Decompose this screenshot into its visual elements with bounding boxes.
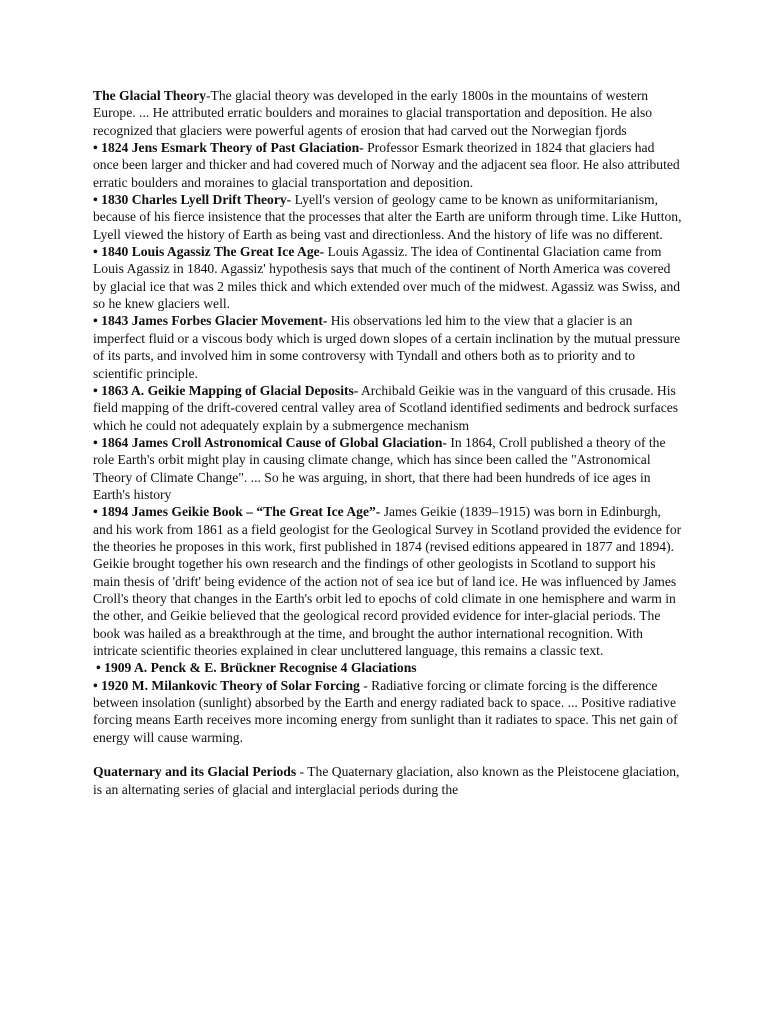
paragraph-1824-esmark	[93, 139, 683, 191]
paragraph-1894-geikie-book	[93, 503, 683, 659]
paragraph-body: -The glacial theory was developed in the early 1800s in the mountains of western Europe. ... He attributed erratic boulders and moraines to glacial transportation and deposition. He also recognized that glaciers were powerful agents of erosion that had carved out the Norwegian fjords	[93, 88, 653, 138]
paragraph-body: - Radiative forcing or climate forcing is the difference between insolation (sunlight) absorbed by the Earth and energy radiated back to space. ... Positive radiative forcing means Earth receives more incoming energy from sunlight than it radiates to space. This net gain of energy will cause warming.	[93, 677, 678, 745]
paragraph-1909-penck-bruckner	[93, 659, 683, 676]
paragraph-heading: • 1894 James Geikie Book – “The Great Ice Age”-	[93, 504, 381, 520]
paragraph-heading: The Glacial Theory	[93, 88, 207, 103]
paragraph-body: Archibald Geikie was in the vanguard of this crusade. His field mapping of the drift-covered central valley area of Scotland identified sediments and bedrock surfaces which he could not adequately explain by a submergence mechanism	[93, 382, 679, 433]
paragraph-heading: • 1824 Jens Esmark Theory of Past Glaciation-	[93, 140, 364, 156]
paragraph-1864-croll	[93, 434, 683, 503]
paragraph-body: - The Quaternary glaciation, also known as the Pleistocene glaciation, is an alternating series of glacial and interglacial periods during the	[93, 764, 680, 797]
paragraph-heading: • 1840 Louis Agassiz The Great Ice Age-	[93, 244, 325, 260]
paragraph-1840-agassiz	[93, 243, 683, 312]
paragraph-body: In 1864, Croll published a theory of the role Earth's orbit might play in causing climate change, which has since been called the "Astronomical Theory of Climate Change". ... So he was arguing, in short, that there had been hundreds of ice ages in Earth's history	[93, 434, 666, 502]
paragraph-glacial-theory	[93, 87, 683, 139]
paragraph-1830-lyell	[93, 191, 683, 243]
paragraph-quaternary	[93, 763, 683, 798]
paragraph-body: Louis Agassiz. The idea of Continental Glaciation came from Louis Agassiz in 1840. Agassiz' hypothesis says that much of the continent of North America was covered by glacial ice that was 2 miles thick and which extended over much of the midwest. Agassiz was Swiss, and so he knew glaciers well.	[93, 244, 681, 312]
paragraph-1863-geikie	[93, 382, 683, 434]
paragraph-body: Professor Esmark theorized in 1824 that glaciers had once been larger and thicker and had covered much of Norway and the adjacent sea floor. He also attributed erratic boulders and moraines to glacial transportation and deposition.	[93, 140, 680, 190]
paragraph-1843-forbes	[93, 312, 683, 381]
paragraph-body: Lyell's version of geology came to be known as uniformitarianism, because of his fierce insistence that the processes that alter the Earth are uniform through time. Like Hutton, Lyell viewed the history of Earth as being vast and directionless. And the history of life was no different.	[93, 192, 682, 242]
paragraph-heading: Quaternary and its Glacial Periods	[93, 764, 297, 780]
paragraph-heading: • 1830 Charles Lyell Drift Theory-	[93, 192, 292, 208]
paragraph-heading: • 1863 A. Geikie Mapping of Glacial Deposits-	[93, 382, 359, 398]
paragraph-body: His observations led him to the view that a glacier is an imperfect fluid or a viscous body which is urged down slopes of a certain inclination by the mutual pressure of its parts, and involved him in some controversy with Tyndall and others both as to priority and to scientific principle.	[93, 313, 681, 381]
document-page	[93, 87, 683, 798]
paragraph-heading: • 1909 A. Penck & E. Brückner Recognise 4 Glaciations	[96, 660, 417, 676]
paragraph-1920-milankovic	[93, 677, 683, 746]
paragraph-body: James Geikie (1839–1915) was born in Edinburgh, and his work from 1861 as a field geologist for the Geological Survey in Scotland provided the evidence for the theories he proposes in this work, first published in 1874 (revised editions appeared in 1877 and 1894). Geikie brought together his own research and the findings of other geologists in Scotland to support his main thesis of 'drift' being evidence of the action not of sea ice but of land ice. He was influenced by James Croll's theory that changes in the Earth's orbit led to epochs of cold climate in one hemisphere and warm in the other, and Geikie believed that the geological record provided evidence for inter-glacial periods. The book was hailed as a breakthrough at the time, and brought the author international recognition. With intricate scientific theories explained in clear uncluttered language, this remains a classic text.	[93, 504, 682, 658]
paragraph-heading: • 1864 James Croll Astronomical Cause of Global Glaciation-	[93, 434, 447, 450]
paragraph-heading: • 1920 M. Milankovic Theory of Solar Forcing	[93, 677, 360, 693]
paragraph-heading: • 1843 James Forbes Glacier Movement-	[93, 313, 328, 329]
